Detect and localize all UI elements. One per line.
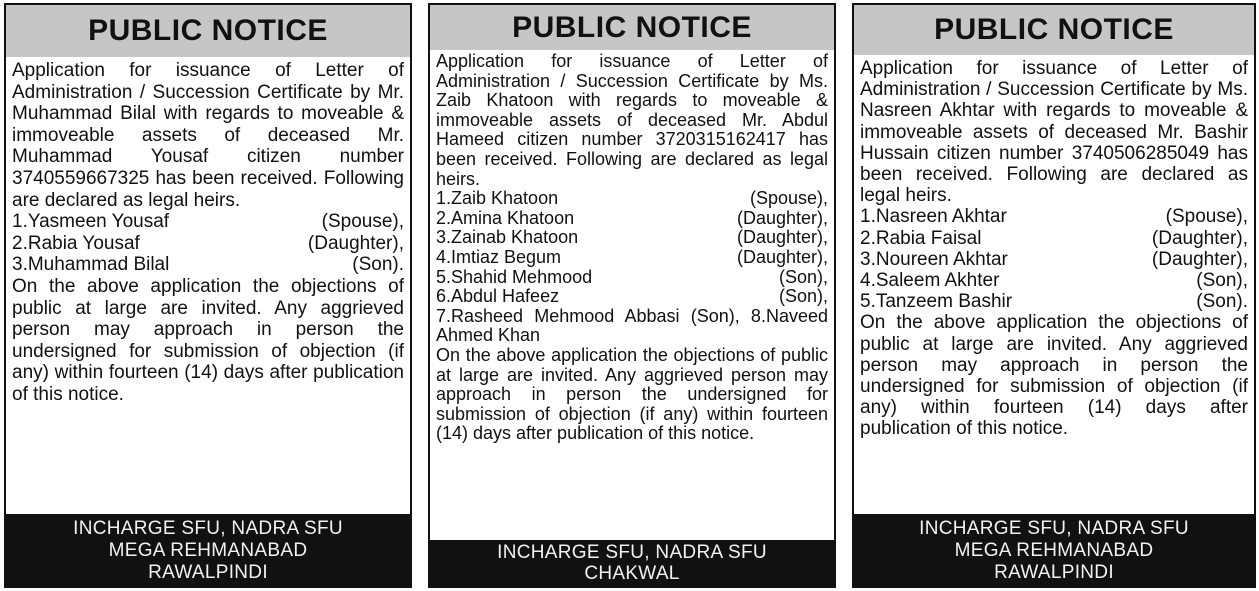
heir-item [12, 233, 404, 255]
notice-header: PUBLIC NOTICE [6, 5, 410, 57]
notice-footer [854, 514, 1254, 586]
heir-item [860, 249, 1248, 270]
heir-item [12, 211, 404, 233]
heir-item [436, 189, 828, 209]
heir-item [436, 209, 828, 229]
public-notice-2 [428, 3, 836, 588]
notice-intro: Application for issuance of Letter of Administration / Succession Certificate by Ms. Nasreen Akhtar with regards to moveable & immoveable assets of deceased Mr. Bashir Hussain citizen number 3740506285049 has been received. Following are declared as legal heirs. [860, 58, 1248, 207]
heir-name: 3.Muhammad Bilal [12, 254, 170, 276]
notice-footer [430, 540, 834, 586]
heir-relation: (Son), [778, 266, 828, 287]
heir-relation: (Spouse), [749, 188, 828, 209]
heir-relation: (Son), [1196, 270, 1248, 292]
notice-footer [6, 514, 410, 586]
heir-name: 4.Imtiaz Begum [436, 246, 562, 267]
notice-body [430, 50, 834, 540]
heir-item [860, 270, 1248, 291]
notice-header: PUBLIC NOTICE [430, 5, 834, 50]
heir-relation: (Daughter), [1151, 248, 1248, 270]
heir-item [860, 206, 1248, 227]
heir-item [436, 307, 828, 346]
heir-name: 1.Yasmeen Yousaf [12, 211, 170, 233]
heir-relation: (Spouse), [1165, 206, 1248, 228]
heir-item [436, 248, 828, 268]
heir-item [436, 228, 828, 248]
footer-line: MEGA REHMANABAD [954, 540, 1154, 561]
heir-name: 7.Rasheed Mehmood Abbasi (Son), 8.Naveed Ahmed Khan [436, 305, 828, 346]
footer-line: MEGA REHMANABAD [108, 540, 308, 561]
heir-name: 5.Tanzeem Bashir [860, 291, 1013, 313]
notice-closing: On the above application the objections of public at large are invited. Any aggrieved person may approach in person the undersigned for submission of objection (if any) within fourteen (14) days after publication of this notice. [860, 312, 1248, 440]
heir-name: 5.Shahid Mehmood [436, 266, 593, 287]
heir-name: 4.Saleem Akhter [860, 270, 1000, 292]
heir-name: 6.Abdul Hafeez [436, 286, 560, 307]
public-notice-3 [852, 3, 1256, 588]
public-notice-1 [4, 3, 412, 588]
heir-name: 2.Amina Khatoon [436, 207, 575, 228]
footer-line: INCHARGE SFU, NADRA SFU [919, 518, 1189, 539]
heir-name: 1.Nasreen Akhtar [860, 206, 1007, 228]
heir-relation: (Spouse), [321, 211, 404, 233]
notice-closing: On the above application the objections of public at large are invited. Any aggrieved person may approach in person the undersigned for submission of objection (if any) within fourteen (14) days after publication of this notice. [12, 275, 404, 405]
heir-item [860, 291, 1248, 312]
footer-line: RAWALPINDI [994, 562, 1114, 583]
heir-relation: (Daughter), [736, 207, 828, 228]
heir-relation: (Son). [352, 254, 404, 276]
footer-line: INCHARGE SFU, NADRA SFU [73, 518, 343, 539]
heir-item [860, 228, 1248, 249]
heir-item [12, 254, 404, 276]
heir-item [436, 287, 828, 307]
heir-name: 3.Zainab Khatoon [436, 227, 579, 248]
heir-name: 3.Noureen Akhtar [860, 248, 1008, 270]
heir-relation: (Daughter), [307, 232, 404, 254]
footer-line: CHAKWAL [584, 563, 680, 584]
heir-relation: (Son), [778, 286, 828, 307]
heir-name: 2.Rabia Yousaf [12, 232, 140, 254]
heir-name: 1.Zaib Khatoon [436, 188, 559, 209]
heir-item [436, 268, 828, 288]
notice-header: PUBLIC NOTICE [854, 5, 1254, 55]
heir-name: 2.Rabia Faisal [860, 227, 982, 249]
footer-line: INCHARGE SFU, NADRA SFU [497, 542, 767, 563]
notice-intro: Application for issuance of Letter of Administration / Succession Certificate by Ms. Zaib Khatoon with regards to moveable & immoveable assets of deceased Mr. Abdul Hameed citizen number 3720315162417 has been received. Following are declared as legal heirs. [436, 51, 828, 189]
heir-relation: (Son). [1196, 291, 1248, 313]
footer-line: RAWALPINDI [148, 562, 268, 583]
legal-heirs-list [12, 211, 404, 276]
notice-closing: On the above application the objections of public at large are invited. Any aggrieved person may approach in person the undersigned for submission of objection (if any) within fourteen (14) days after publication of this notice. [436, 344, 828, 444]
legal-heirs-list [436, 189, 828, 346]
heir-relation: (Daughter), [736, 246, 828, 267]
heir-relation: (Daughter), [736, 227, 828, 248]
legal-heirs-list [860, 206, 1248, 312]
heir-relation: (Daughter), [1151, 227, 1248, 249]
notice-body [6, 57, 410, 514]
notice-intro: Application for issuance of Letter of Administration / Succession Certificate by Mr. Muhammad Bilal with regards to moveable & immoveable assets of deceased Mr. Muhammad Yousaf citizen number 3740559667325 has been received. Following are declared as legal heirs. [12, 60, 404, 211]
notice-body [854, 55, 1254, 514]
